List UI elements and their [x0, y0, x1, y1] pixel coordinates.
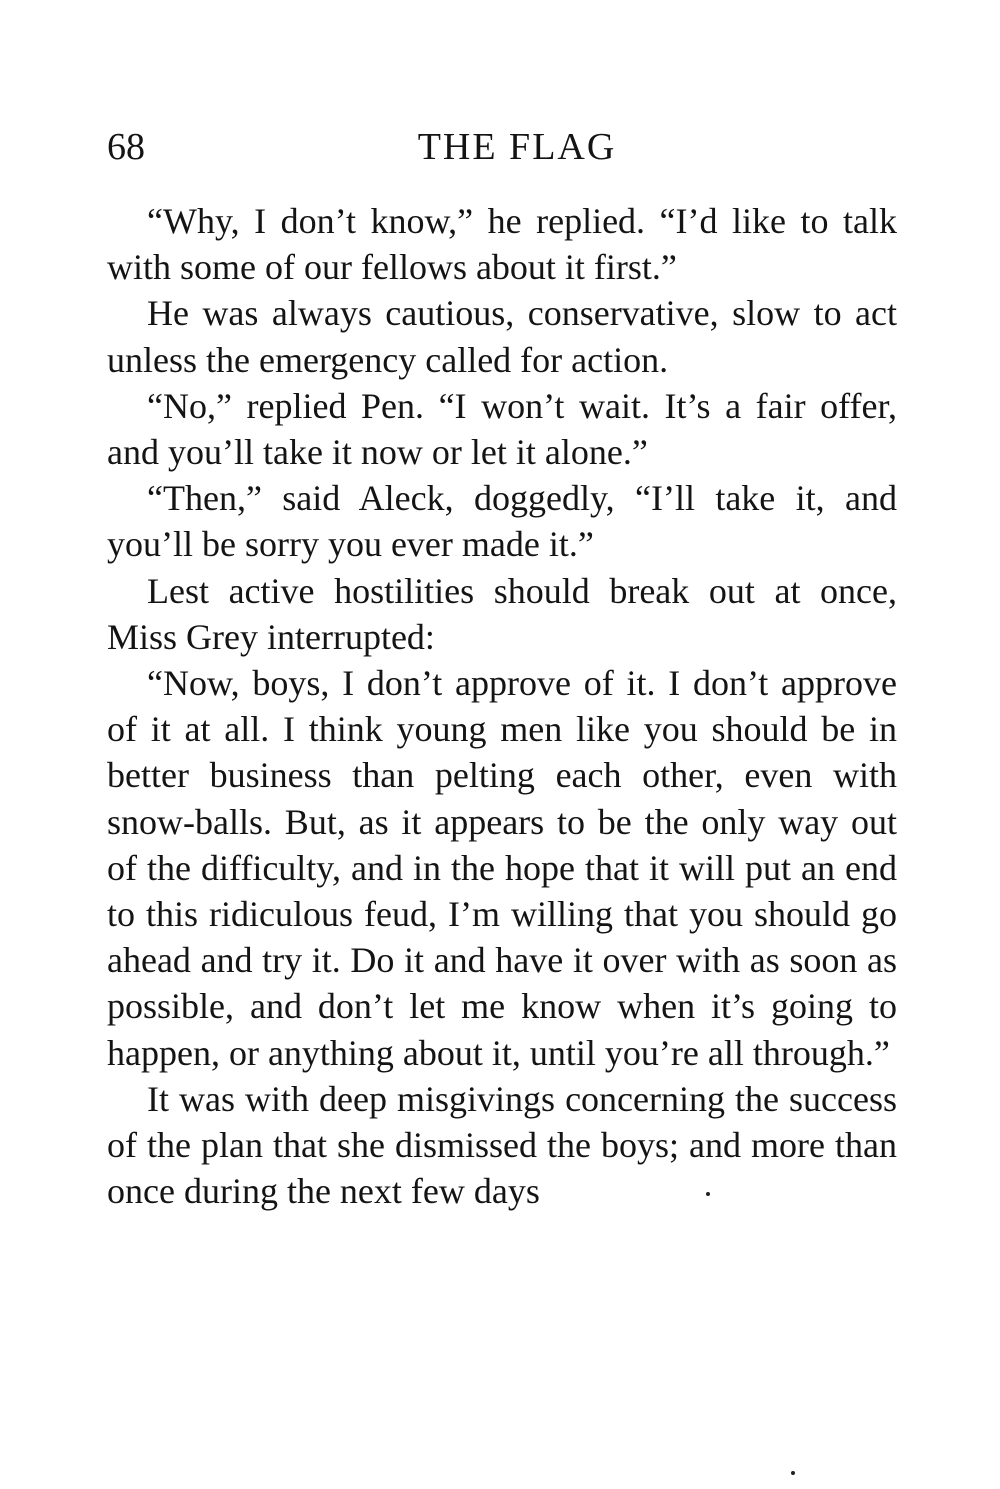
- paragraph: “Then,” said Aleck, doggedly, “I’ll take it, and you’ll be sorry you ever made it.”: [107, 478, 897, 565]
- paragraph: “No,” replied Pen. “I won’t wait. It’s a fair offer, and you’ll take it now or let it alone.”: [107, 385, 897, 473]
- page-number: 68: [107, 126, 145, 168]
- body-text: [107, 198, 897, 1214]
- paragraph: Lest active hostilities should break out at once, Miss Grey interrupted:: [107, 570, 897, 657]
- page-header: [107, 122, 897, 172]
- ink-speck: [791, 1471, 795, 1475]
- paragraph: He was always cautious, conservative, slow to act unless the emergency called for action.: [107, 293, 897, 380]
- ink-speck: [706, 1192, 710, 1196]
- paragraph: “Why, I don’t know,” he replied. “I’d like to talk with some of our fellows about it first.”: [107, 201, 897, 288]
- paragraph: “Now, boys, I don’t approve of it. I don’t approve of it at all. I think young men like you should be in better business than pelting each other, even with snow-balls. But, as it appears to be the only way out of the difficulty, and in the hope that it will put an end to this ridiculous feud, I’m willing that you should go ahead and try it. Do it and have it over with as soon as possible, and don’t let me know when it’s going to happen, or anything about it, until you’re all through.”: [107, 663, 897, 1073]
- paragraph: It was with deep misgivings concerning the success of the plan that she dismissed the boys; and more than once during the next few days: [107, 1078, 897, 1212]
- running-title: THE FLAG: [417, 126, 617, 168]
